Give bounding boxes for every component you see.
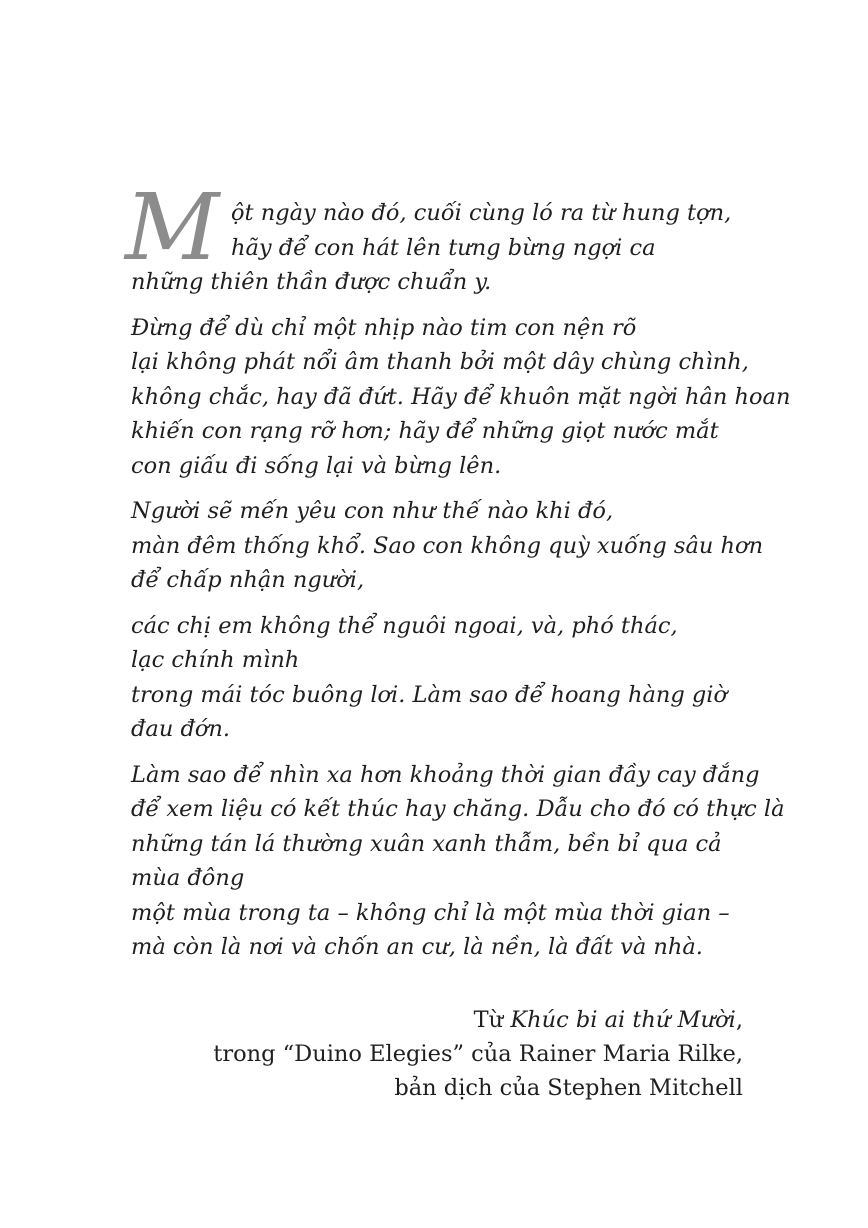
poem-line: để chấp nhận người, (131, 567, 365, 593)
poem-line: một mùa trong ta – không chỉ là một mùa thời gian – (131, 899, 730, 926)
poem-line: Đừng để dù chỉ một nhịp nào tim con nện rõ (131, 314, 637, 341)
poem-line: ột ngày nào đó, cuối cùng ló ra từ hung tợn, (231, 200, 732, 226)
poem-line: trong mái tóc buông lơi. Làm sao để hoang hàng giờ (131, 681, 728, 708)
poem-line: không chắc, hay đã đứt. Hãy để khuôn mặt ngời hân hoan (131, 383, 791, 410)
stanza-4 (131, 609, 743, 747)
stanza-2 (131, 311, 791, 484)
poem-line: lạc chính mình (131, 647, 300, 673)
poem-line: khiến con rạng rỡ hơn; hãy để những giọt nước mắt (131, 418, 719, 444)
poem (125, 174, 791, 965)
attribution-prefix: Từ (473, 1006, 511, 1033)
poem-line: những thiên thần được chuẩn y. (131, 269, 492, 295)
poem-line: đau đớn. (131, 716, 231, 742)
attribution-line-2: trong “Duino Elegies” của Rainer Maria Rilke, (213, 1040, 743, 1067)
poem-line: màn đêm thống khổ. Sao con không quỳ xuống sâu hơn (131, 532, 764, 559)
attribution-line-3: bản dịch của Stephen Mitchell (394, 1074, 743, 1101)
poem-line: để xem liệu có kết thúc hay chăng. Dẫu cho đó có thực là (131, 796, 785, 822)
stanza-1 (125, 174, 743, 300)
attribution-line-1 (131, 1003, 743, 1037)
stanza-5 (131, 758, 785, 965)
drop-cap: M (125, 174, 218, 281)
poem-line: hãy để con hát lên tưng bừng ngợi ca (231, 234, 656, 261)
attribution-suffix: , (735, 1006, 743, 1033)
poem-line: những tán lá thường xuân xanh thẫm, bền bỉ qua cả (131, 830, 722, 857)
poem-line: lại không phát nổi âm thanh bởi một dây chùng chình, (131, 349, 749, 375)
page (125, 174, 791, 1105)
poem-line: các chị em không thể nguôi ngoai, và, phó thác, (131, 612, 678, 639)
attribution (131, 1003, 743, 1105)
poem-line: Làm sao để nhìn xa hơn khoảng thời gian đầy cay đắng (131, 761, 760, 788)
poem-line: mà còn là nơi và chốn an cư, là nền, là đất và nhà. (131, 934, 703, 960)
attribution-work-title: Khúc bi ai thứ Mười (510, 1006, 736, 1033)
poem-line: con giấu đi sống lại và bừng lên. (131, 452, 502, 479)
poem-line: mùa đông (131, 865, 245, 891)
poem-line: Người sẽ mến yêu con như thế nào khi đó, (131, 498, 614, 524)
stanza-3 (131, 494, 764, 598)
